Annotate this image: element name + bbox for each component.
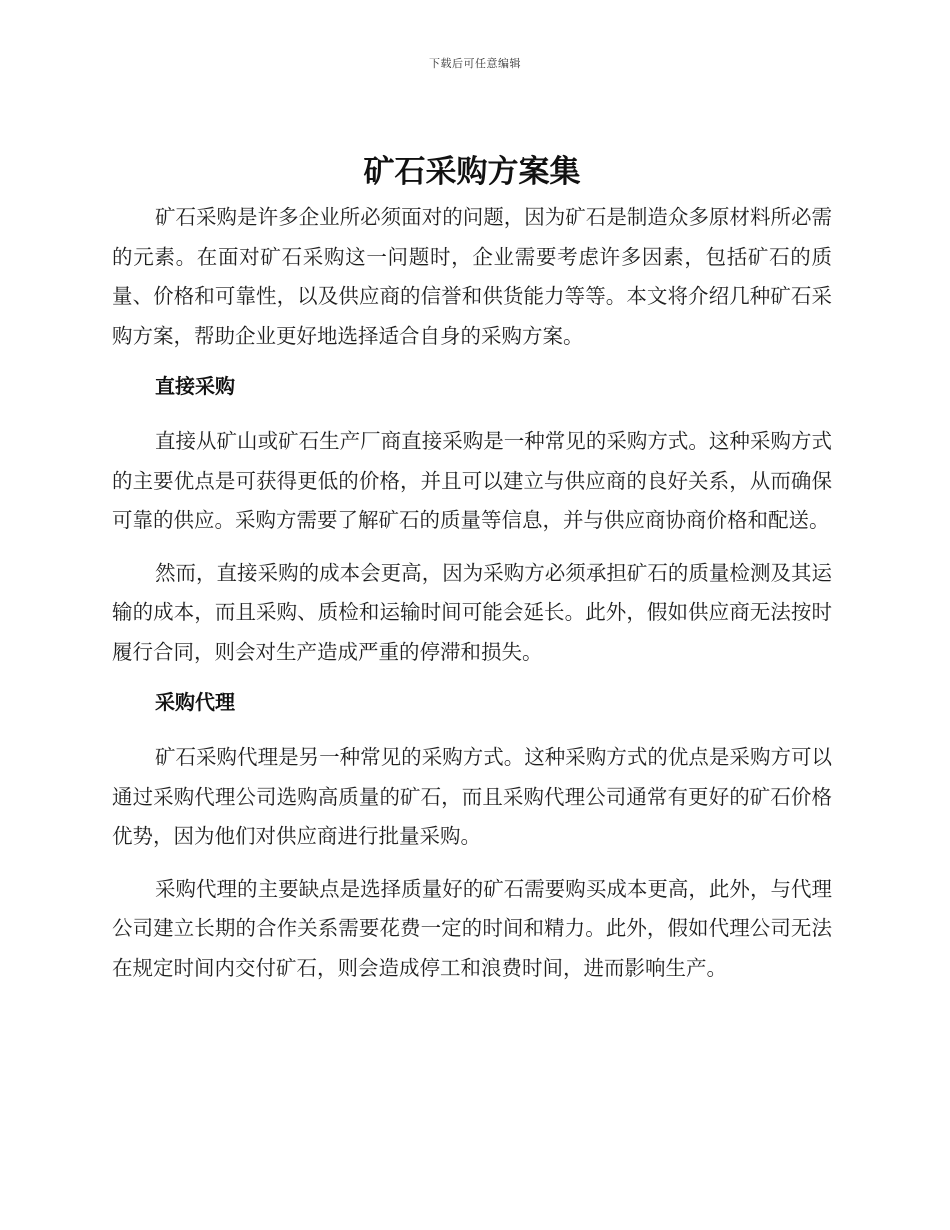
document-body xyxy=(112,150,832,1001)
intro-paragraph: 矿石采购是许多企业所必须面对的问题，因为矿石是制造众多原材料所必需的元素。在面对矿石采购这一问题时，企业需要考虑许多因素，包括矿石的质量、价格和可靠性，以及供应商的信誉和供货能力等等。本文将介绍几种矿石采购方案，帮助企业更好地选择适合自身的采购方案。 xyxy=(112,205,832,348)
direct-purchase-paragraph-2: 然而，直接采购的成本会更高，因为采购方必须承担矿石的质量检测及其运输的成本，而且采购、质检和运输时间可能会延长。此外，假如供应商无法按时履行合同，则会对生产造成严重的停滞和损失。 xyxy=(112,560,832,664)
purchasing-agent-paragraph-2: 采购代理的主要缺点是选择质量好的矿石需要购买成本更高，此外，与代理公司建立长期的合作关系需要花费一定的时间和精力。此外，假如代理公司无法在规定时间内交付矿石，则会造成停工和浪费时间，进而影响生产。 xyxy=(112,876,832,980)
page-header: 下载后可任意编辑 xyxy=(429,57,521,70)
section-heading-direct-purchase: 直接采购 xyxy=(155,374,235,398)
document-title: 矿石采购方案集 xyxy=(363,154,581,190)
section-heading-purchasing-agent: 采购代理 xyxy=(155,690,235,714)
direct-purchase-paragraph-1: 直接从矿山或矿石生产厂商直接采购是一种常见的采购方式。这种采购方式的主要优点是可获得更低的价格，并且可以建立与供应商的良好关系，从而确保可靠的供应。采购方需要了解矿石的质量等信息，并与供应商协商价格和配送。 xyxy=(112,429,832,532)
purchasing-agent-paragraph-1: 矿石采购代理是另一种常见的采购方式。这种采购方式的优点是采购方可以通过采购代理公司选购高质量的矿石，而且采购代理公司通常有更好的矿石价格优势，因为他们对供应商进行批量采购。 xyxy=(112,745,832,848)
